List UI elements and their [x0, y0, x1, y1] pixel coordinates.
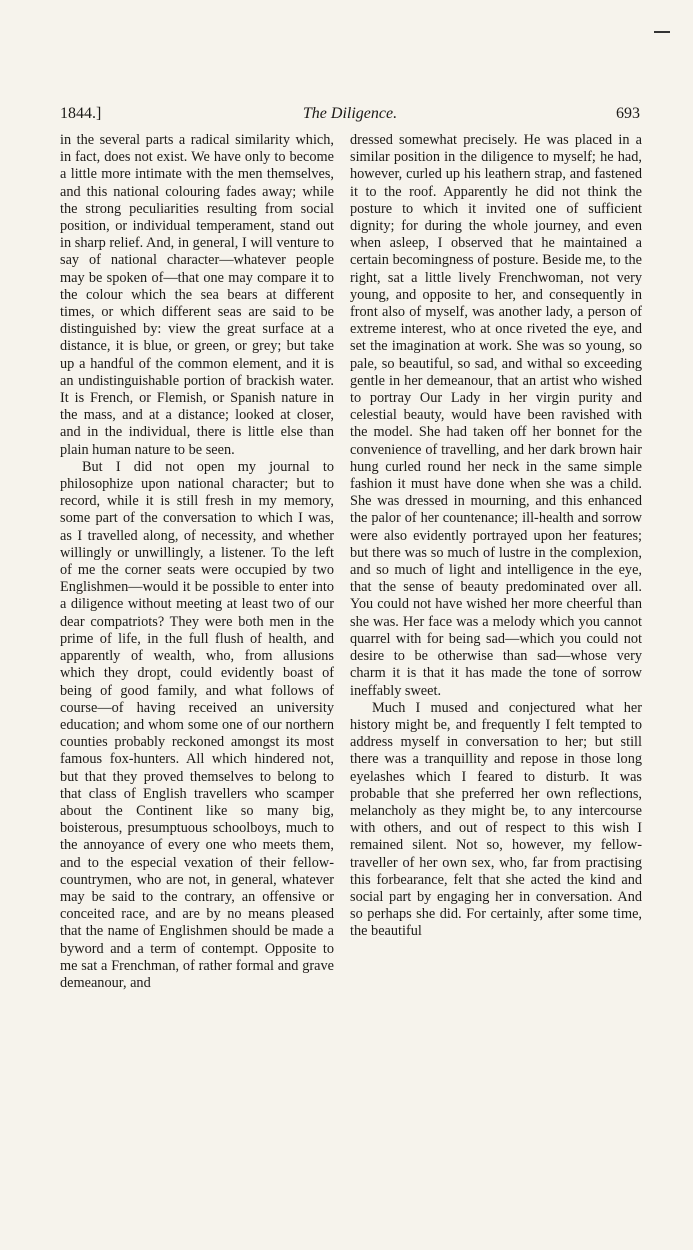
page-number: 693 — [616, 105, 640, 122]
page-edge-mark — [654, 31, 670, 33]
paragraph: Much I mused and conjectured what her history might be, and frequently I felt tempted to address myself in conversation to her; but still there was a tranquillity and repose in those long eyelashes which I feared to disturb. It was probable that she preferred her own reflections, melancholy as they might be, to any intercourse with others, and out of respect to this wish I remained silent. Not so, however, my fellow-traveller of her own sex, who, far from practising this forbearance, felt that she acted the kind and social part by engaging her in conversation. And so perhaps she did. For certainly, after some time, the beautiful — [350, 699, 642, 940]
left-column — [60, 132, 334, 992]
running-header — [60, 103, 640, 125]
right-column — [350, 132, 642, 941]
header-year: 1844.] — [60, 105, 102, 122]
paragraph: dressed somewhat precisely. He was placed in a similar position in the diligence to myself; he had, however, curled up his leathern strap, and fastened it to the roof. Apparently he did not think the posture to which it invited one of sufficient dignity; for during the whole journey, and even when asleep, I observed that he maintained a certain becomingness of posture. Beside me, to the right, sat a little lively Frenchwoman, not very young, and opposite to her, and consequently in front also of myself, was another lady, a person of extreme interest, who at once riveted the eye, and set the imagination at work. She was so young, so pale, so beautiful, so sad, and withal so exceeding gentle in her demeanour, that an artist who wished to portray Our Lady in her virgin purity and celestial beauty, would have been ravished with the model. She had taken off her bonnet for the convenience of travelling, and her dark brown hair hung curled round her neck in the same simple fashion it must have done when she was a child. She was dressed in mourning, and this enhanced the palor of her countenance; ill-health and sorrow were also evidently portrayed upon her features; but there was so much of lustre in the complexion, and so much of light and intelligence in the eye, that the sense of beauty predominated over all. You could not have wished her more cheerful than she was. Her face was a melody which you cannot quarrel with for being sad—which you could not desire to be otherwise than sad—whose very charm it is that it has made the tone of sorrow ineffably sweet. — [350, 132, 642, 699]
header-title: The Diligence. — [302, 105, 398, 122]
paragraph: But I did not open my journal to philosophize upon national character; but to record, while it is still fresh in my memory, some part of the conversation to which I was, as I travelled along, of necessity, and whether willingly or unwillingly, a listener. To the left of me the corner seats were occupied by two Englishmen—would it be possible to enter into a diligence without meeting at least two of our dear compatriots? They were both men in the prime of life, in the full flush of health, and apparently of wealth, who, from allusions which they dropt, could evidently boast of being of good family, and what follows of course—of having received an university education; and whom some one of our northern counties probably reckoned amongst its most famous fox-hunters. All which hindered not, but that they proved themselves to belong to that class of English travellers who scamper about the Continent like so many big, boisterous, presumptuous schoolboys, much to the annoyance of every one who meets them, and to the especial vexation of their fellow-countrymen, who are not, in general, whatever may be said to the contrary, an offensive or conceited race, and are by no means pleased that the name of Englishmen should be made a byword and a term of contempt. Opposite to me sat a Frenchman, of rather formal and grave demeanour, and — [60, 458, 334, 991]
paragraph: in the several parts a radical similarity which, in fact, does not exist. We have only to become a little more intimate with the men themselves, and this national colouring fades away; while the strong peculiarities resulting from social position, or individual temperament, stand out in sharp relief. And, in general, I will venture to say of national character—whatever people may be spoken of—that one may compare it to the colour which the sea bears at different times, or which different seas are said to be distinguished by: view the great surface at a distance, it is blue, or green, or grey; but take up a handful of the common element, and it is an undistinguishable portion of brackish water. It is French, or Flemish, or Spanish nature in the mass, and at a distance; looked at closer, and in the individual, there is little else than plain human nature to be seen. — [60, 132, 334, 458]
